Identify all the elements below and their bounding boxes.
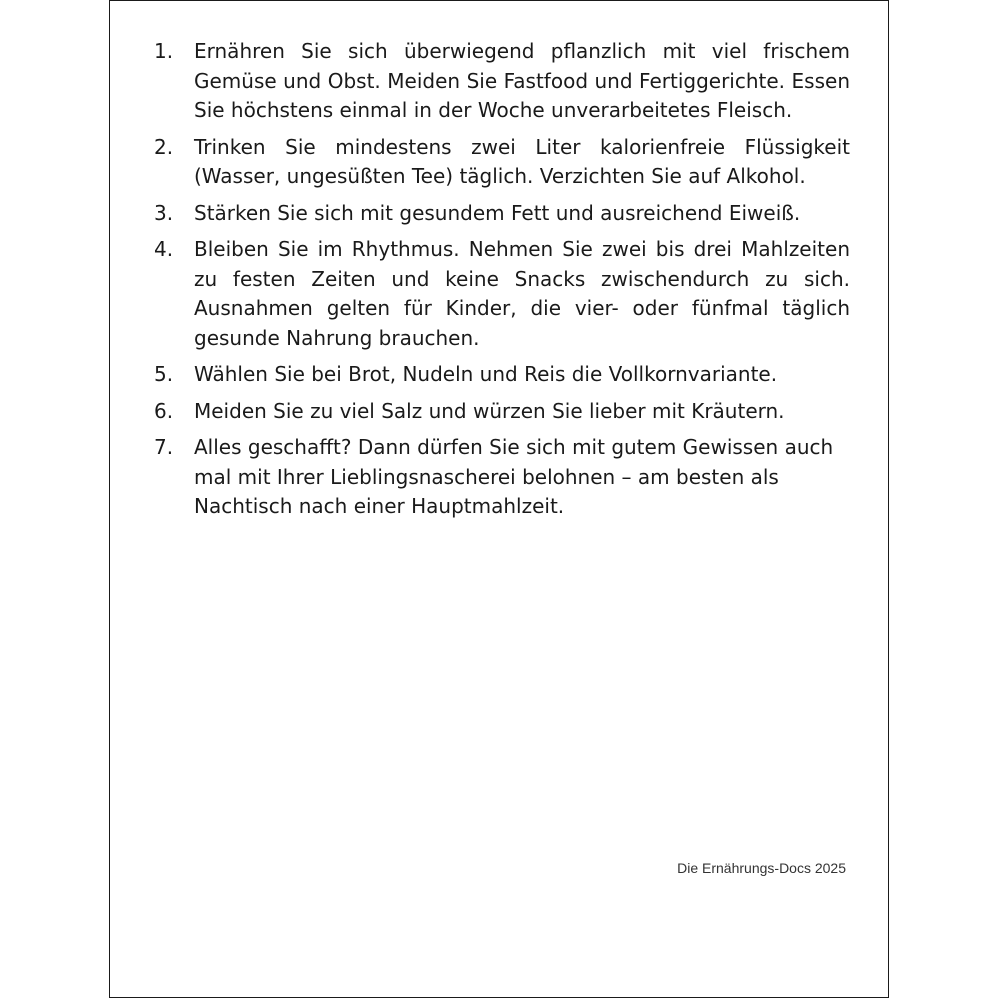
list-item (154, 397, 850, 427)
list-item (154, 37, 850, 126)
list-item-number: 1. (154, 39, 174, 63)
list-item (154, 360, 850, 390)
list-item (154, 235, 850, 353)
list-item-number: 2. (154, 134, 174, 159)
list-item-text: Meiden Sie zu viel Salz und würzen Sie lieber mit Kräutern. (194, 398, 785, 423)
list-item-number: 7. (154, 435, 174, 459)
list-item-text: Bleiben Sie im Rhythmus. Nehmen Sie zwei bis drei Mahlzeiten zu festen Zeiten und keine Snacks zwischendurch zu sich. Ausnahmen gelten für Kinder, die vier- oder fünfmal täglich gesunde Nahrung brauchen. (194, 237, 850, 350)
list-item-text: Wählen Sie bei Brot, Nudeln und Reis die Vollkornvariante. (194, 362, 778, 386)
list-item-number: 5. (154, 362, 174, 386)
list-item-text: Ernähren Sie sich überwiegend pflanzlich mit viel frischem Gemüse und Obst. Meiden Sie Fastfood und Fertiggerichte. Essen Sie höchstens einmal in der Woche unverarbeitetes Fleisch. (194, 39, 850, 122)
footer-title: Die Ernährungs-Docs 2025 (677, 860, 846, 876)
document-page (109, 0, 889, 998)
tips-list (154, 37, 850, 529)
list-item (154, 199, 850, 229)
list-item-text: Trinken Sie mindestens zwei Liter kalorienfreie Flüssigkeit (Wasser, ungesüßten Tee) täglich. Verzichten Sie auf Alkohol. (194, 134, 850, 188)
list-item-number: 4. (154, 237, 174, 261)
list-item (154, 133, 850, 192)
list-item-text: Alles geschafft? Dann dürfen Sie sich mit gutem Gewissen auch mal mit Ihrer Lieblingsnascherei belohnen – am besten als Nachtisch nach einer Hauptmahlzeit. (194, 435, 834, 518)
list-item (154, 433, 850, 522)
list-item-number: 6. (154, 398, 174, 423)
list-item-number: 3. (154, 200, 174, 225)
list-item-text: Stärken Sie sich mit gesundem Fett und ausreichend Eiweiß. (194, 200, 801, 225)
